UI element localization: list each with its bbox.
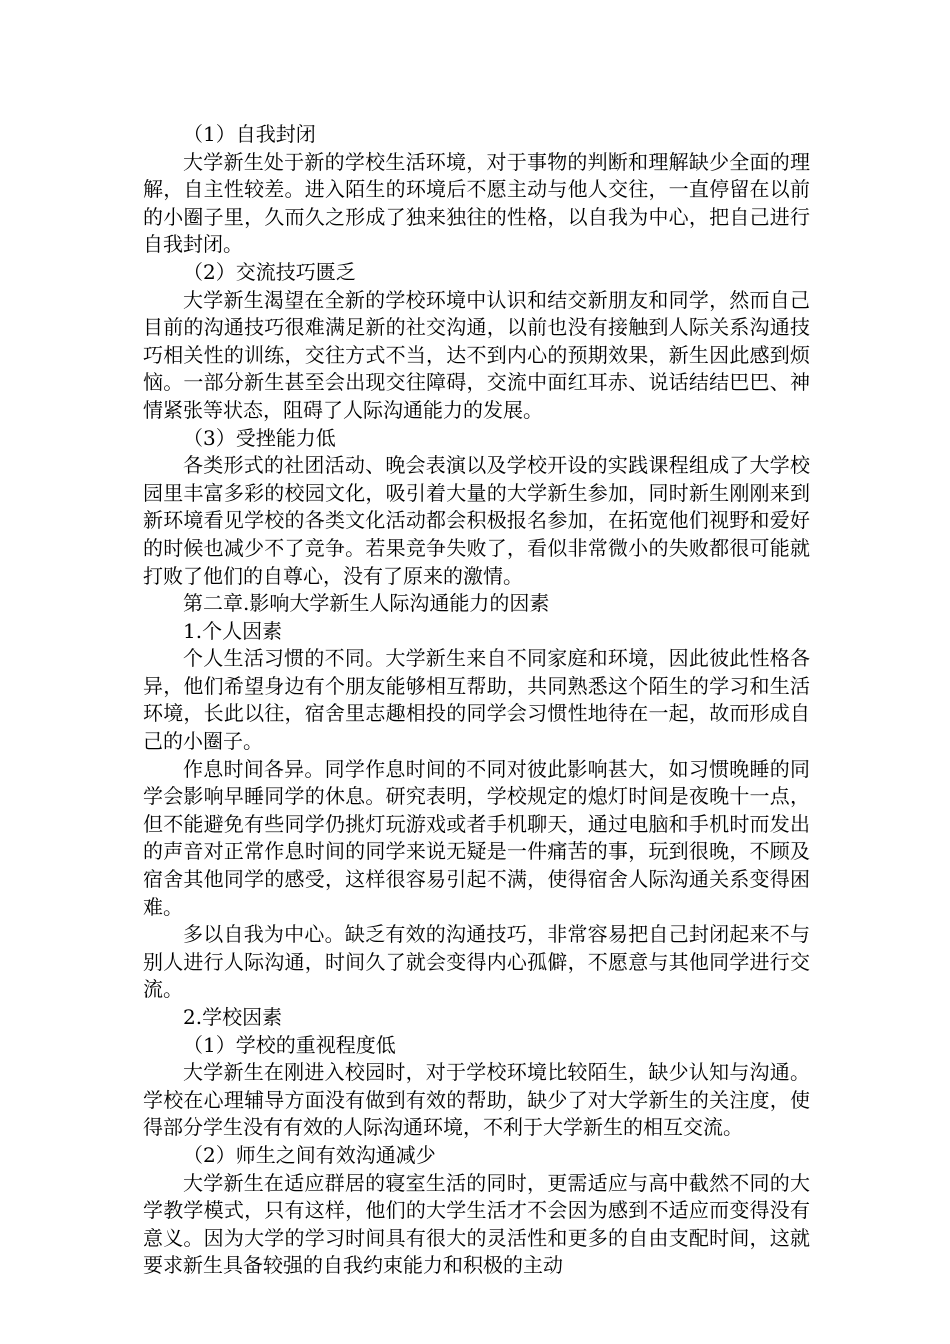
section-heading-communication-skills: （2）交流技巧匮乏: [183, 259, 356, 284]
paragraph: 大学新生渴望在全新的学校环境中认识和结交新朋友和同学，然而自己目前的沟通技巧很难满足新的社交沟通，以前也没有接触到人际关系沟通技巧相关性的训练，交往方式不当，达不到内心的预期效果，新生因此感到烦恼。一部分新生甚至会出现交往障碍，交流中面红耳赤、说话结结巴巴、神情紧张等状态，阻碍了人际沟通能力的发展。: [143, 287, 810, 422]
section-heading-self-isolation: （1）自我封闭: [183, 122, 316, 146]
paragraph: 作息时间各异。同学作息时间的不同对彼此影响甚大，如习惯晚睡的同学会影响早睡同学的休息。研究表明，学校规定的熄灯时间是夜晚十一点，但不能避免有些同学仍挑灯玩游戏或者手机聊天，通过电脑和手机时而发出的声音对正常作息时间的同学来说无疑是一件痛苦的事，玩到很晚，不顾及宿舍其他同学的感受，这样很容易引起不满，使得宿舍人际沟通关系变得困难。: [143, 756, 810, 919]
section-heading-school-factors: 2.学校因素: [183, 1005, 283, 1029]
paragraph: 大学新生在刚进入校园时，对于学校环境比较陌生，缺少认知与沟通。学校在心理辅导方面没有做到有效的帮助，缺少了对大学新生的关注度，使得部分学生没有有效的人际沟通环境，不利于大学新生的相互交流。: [143, 1060, 810, 1140]
section-heading-frustration-tolerance: （3）受挫能力低: [183, 425, 336, 450]
paragraph: 多以自我为中心。缺乏有效的沟通技巧，非常容易把自己封闭起来不与别人进行人际沟通，时间久了就会变得内心孤僻，不愿意与其他同学进行交流。: [143, 922, 810, 1002]
paragraph: 大学新生在适应群居的寝室生活的同时，更需适应与高中截然不同的大学教学模式，只有这样，他们的大学生活才不会因为感到不适应而变得没有意义。因为大学的学习时间具有很大的灵活性和更多的自由支配时间，这就要求新生具备较强的自我约束能力和积极的主动: [143, 1170, 810, 1278]
subsection-heading-school-attention: （1）学校的重视程度低: [183, 1032, 396, 1057]
paragraph: 大学新生处于新的学校生活环境，对于事物的判断和理解缺少全面的理解，自主性较差。进入陌生的环境后不愿主动与他人交往，一直停留在以前的小圈子里，久而久之形成了独来独往的性格，以自我为中心，把自己进行自我封闭。: [143, 149, 810, 257]
section-heading-personal-factors: 1.个人因素: [183, 618, 283, 643]
paragraph: 各类形式的社团活动、晚会表演以及学校开设的实践课程组成了大学校园里丰富多彩的校园文化，吸引着大量的大学新生参加，同时新生刚刚来到新环境看见学校的各类文化活动都会积极报名参加，在拓宽他们视野和爱好的时候也减少不了竞争。若果竞争失败了，看似非常微小的失败都很可能就打败了他们的自尊心，没有了原来的激情。: [143, 453, 810, 588]
chapter-heading: 第二章.影响大学新生人际沟通能力的因素: [183, 591, 550, 616]
document-body: [143, 121, 810, 1280]
paragraph: 个人生活习惯的不同。大学新生来自不同家庭和环境，因此彼此性格各异，他们希望身边有个朋友能够相互帮助，共同熟悉这个陌生的学习和生活环境，长此以往，宿舍里志趣相投的同学会习惯性地待在一起，故而形成自己的小圈子。: [143, 646, 810, 754]
subsection-heading-teacher-student: （2）师生之间有效沟通减少: [183, 1142, 436, 1167]
